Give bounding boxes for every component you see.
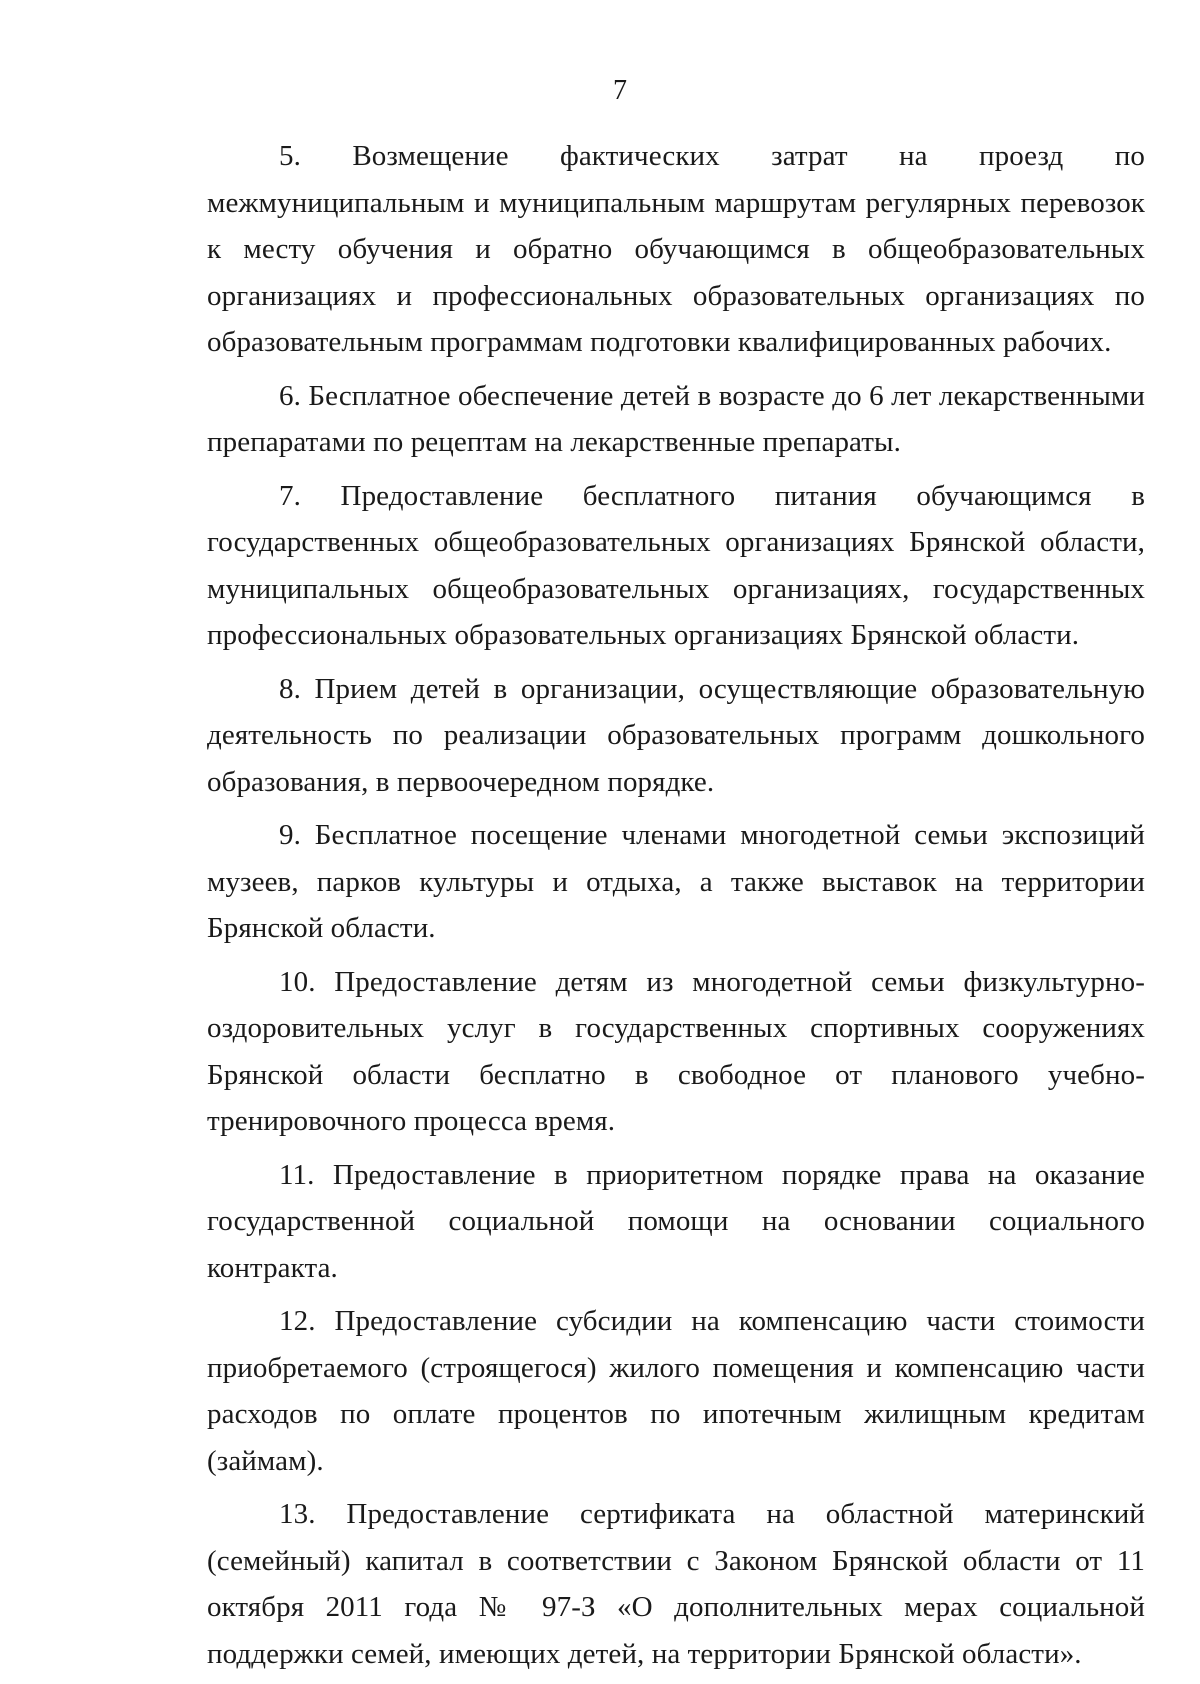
document-body — [207, 133, 1145, 1684]
paragraph-item-13: 13. Предоставление сертификата на областной материнский (семейный) капитал в соответствии с Законом Брянской области от 11 октября 2011 года № 97-З «О дополнительных мерах социальной поддержки семей, имеющих детей, на территории Брянской области». — [207, 1498, 1145, 1670]
paragraph-item-8: 8. Прием детей в организации, осуществляющие образовательную деятельность по реализации образовательных программ дошкольного образования, в первоочередном порядке. — [207, 672, 1145, 798]
paragraph-item-7: 7. Предоставление бесплатного питания обучающимся в государственных общеобразовательных организациях Брянской области, муниципальных общеобразовательных организациях, государственных профессиональных образовательных организациях Брянской области. — [207, 479, 1145, 651]
paragraph-item-11: 11. Предоставление в приоритетном порядке права на оказание государственной социальной помощи на основании социального контракта. — [207, 1158, 1145, 1284]
paragraph-item-6: 6. Бесплатное обеспечение детей в возрасте до 6 лет лекарственными препаратами по рецептам на лекарственные препараты. — [207, 379, 1145, 458]
paragraph-item-12: 12. Предоставление субсидии на компенсацию части стоимости приобретаемого (строящегося) жилого помещения и компенсацию части расходов по оплате процентов по ипотечным жилищным кредитам (займам). — [207, 1305, 1145, 1477]
paragraph-item-9: 9. Бесплатное посещение членами многодетной семьи экспозиций музеев, парков культуры и отдыха, а также выставок на территории Брянской области. — [207, 819, 1145, 944]
paragraph-item-10: 10. Предоставление детям из многодетной семьи физкультурно-оздоровительных услуг в государственных спортивных сооружениях Брянской области бесплатно в свободное от планового учебно-тренировочного процесса время. — [207, 965, 1145, 1137]
page-number: 7 — [613, 75, 627, 106]
paragraph-item-5: 5. Возмещение фактических затрат на проезд по межмуниципальным и муниципальным маршрутам регулярных перевозок к месту обучения и обратно обучающимся в общеобразовательных организациях и профессиональных образовательных организациях по образовательным программам подготовки квалифицированных рабочих. — [207, 140, 1145, 358]
